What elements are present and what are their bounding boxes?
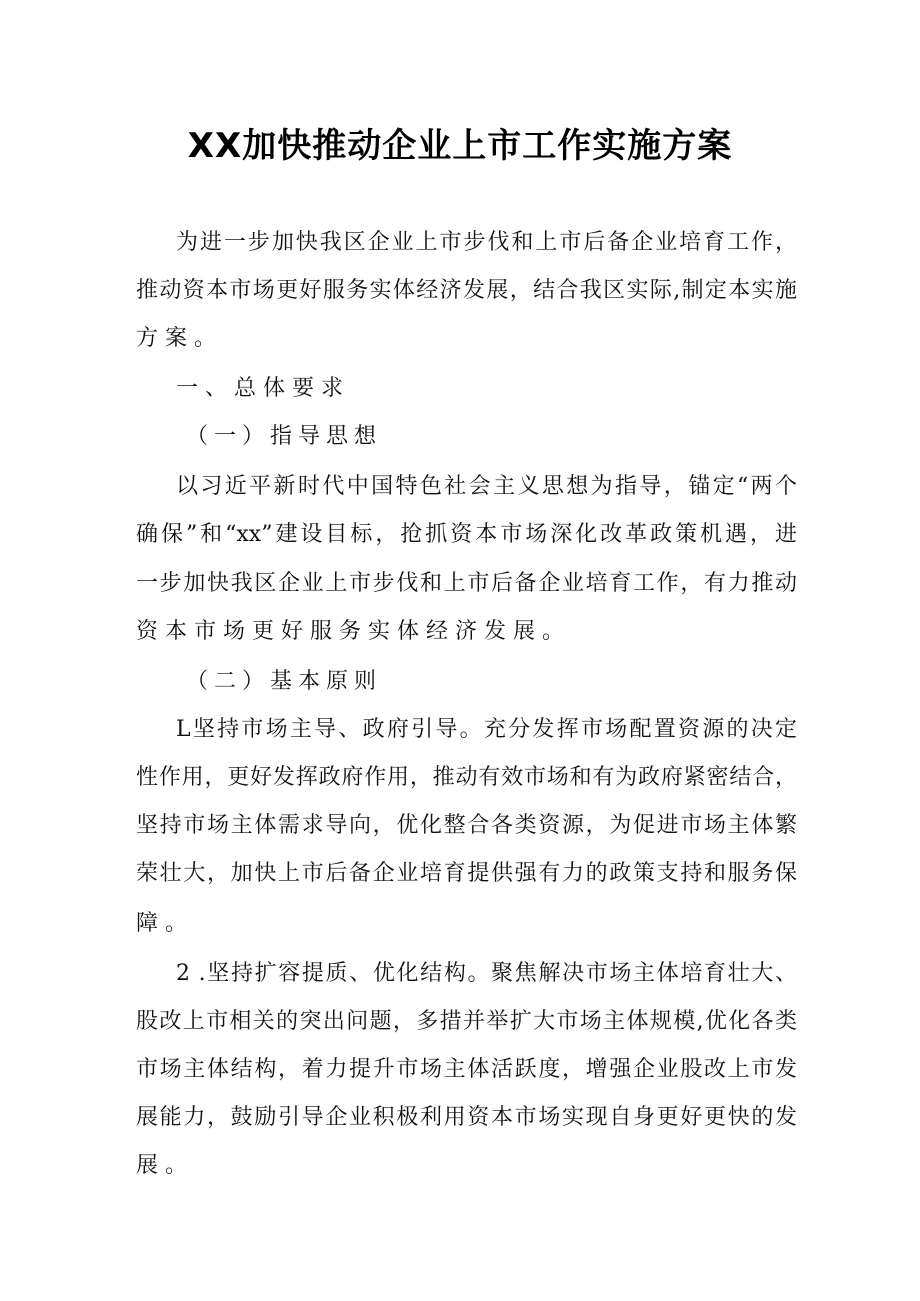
paragraph-line: 股改上市相关的突出问题，多措并举扩大市场主体规模,优化各类 — [136, 1009, 797, 1034]
paragraph-line: 确保”和“xx”建设目标，抢抓资本市场深化改革政策机遇，进 — [136, 522, 797, 547]
paragraph-line: 一步加快我区企业上市步伐和上市后备企业培育工作，有力推动 — [136, 571, 797, 596]
document-title: XX加快推动企业上市工作实施方案 — [187, 126, 733, 166]
paragraph-line: 为进一步加快我区企业上市步伐和上市后备企业培育工作， — [176, 230, 797, 255]
paragraph-line: 市场主体结构，着力提升市场主体活跃度，增强企业股改上市发 — [136, 1057, 797, 1082]
paragraph-line: 以习近平新时代中国特色社会主义思想为指导，锚定“两个 — [176, 474, 797, 499]
paragraph-line: 推动资本市场更好服务实体经济发展，结合我区实际,制定本实施 — [136, 278, 797, 303]
paragraph-line: 展。 — [136, 1153, 195, 1178]
paragraph-line: 资本市场更好服务实体经济发展。 — [136, 619, 572, 644]
section-heading: 一、总体要求 — [176, 376, 351, 401]
paragraph-line: 坚持市场主体需求导向，优化整合各类资源，为促进市场主体繁 — [136, 813, 797, 838]
paragraph-line: 荣壮大，加快上市后备企业培育提供强有力的政策支持和服务保 — [136, 861, 797, 886]
paragraph-line: L坚持市场主导、政府引导。充分发挥市场配置资源的决定 — [176, 717, 797, 742]
paragraph-line: 展能力，鼓励引导企业积极利用资本市场实现自身更好更快的发 — [136, 1105, 797, 1130]
paragraph-line: 方案。 — [136, 326, 224, 351]
paragraph-line: 障。 — [136, 911, 195, 936]
subsection-heading: （二）基本原则 — [186, 669, 383, 694]
subsection-heading: （一）指导思想 — [186, 424, 383, 449]
paragraph-line: 2 .坚持扩容提质、优化结构。聚焦解决市场主体培育壮大、 — [176, 961, 797, 986]
paragraph-line: 性作用，更好发挥政府作用，推动有效市场和有为政府紧密结合， — [136, 765, 797, 790]
